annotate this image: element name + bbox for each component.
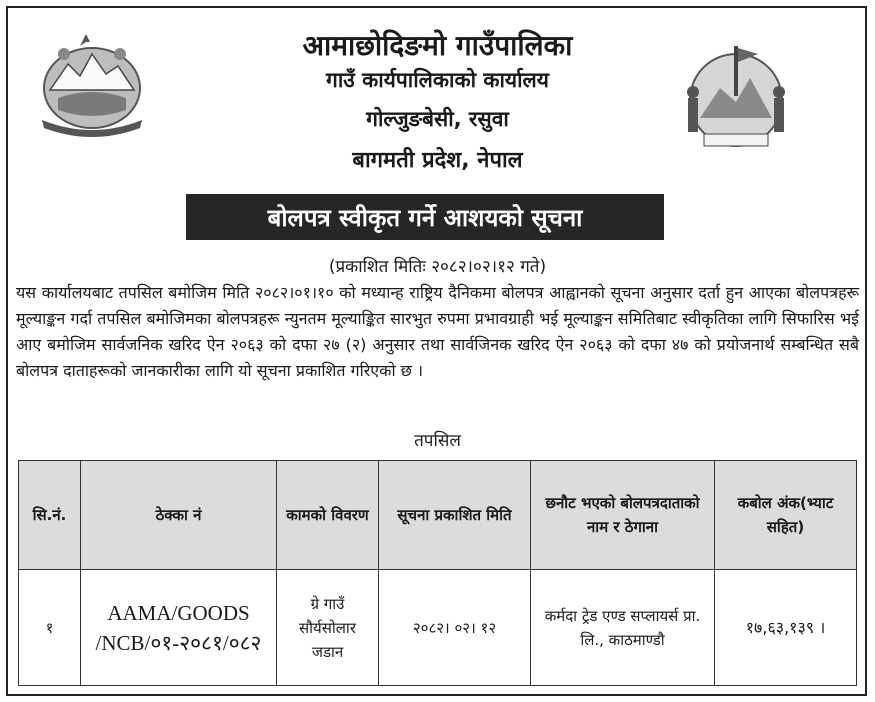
table-row [19, 570, 857, 686]
municipality-name: आमाछोदिङमो गाउँपालिका [302, 29, 573, 62]
office-address: गोल्जुङबेसी, रसुवा [366, 107, 509, 131]
header [0, 0, 875, 180]
office-name: गाउँ कार्यपालिकाको कार्यालय [326, 68, 549, 92]
table-header-row [19, 461, 857, 570]
bid-table [18, 460, 857, 686]
header-notice-date: सूचना प्रकाशित मिति [379, 461, 531, 570]
cell-contract-no: AAMA/GOODS /NCB/०१-२०८१/०८२ [81, 570, 277, 686]
notice-title: बोलपत्र स्वीकृत गर्ने आशयको सूचना [186, 194, 664, 240]
municipality-logo-icon [674, 38, 798, 156]
province-country: बागमती प्रदेश, नेपाल [352, 148, 523, 173]
header-work-description: कामको विवरण [277, 461, 379, 570]
schedule-label: तपसिल [414, 431, 461, 451]
published-date: (प्रकाशित मितिः २०८२।०२।१२ गते) [328, 257, 547, 277]
notice-body: यस कार्यालयबाट तपसिल बमोजिम मिति २०८२।०१।१० को मध्यान्ह राष्ट्रिय दैनिकमा बोलपत्र आह्वानको सूचना अनुसार दर्ता हुन आएका बोलपत्रहरू मूल्याङ्कन गर्दा तपसिल बमोजिमका बोलपत्रहरू न्युनतम मूल्याङ्कित सारभुत रुपमा प्रभावग्राही भई मूल्याङ्कन समितिबाट स्वीकृतिका लागि सिफारिस भई आए बमोजिम सार्वजनिक खरिद ऐन २०६३ को दफा २७ (२) अनुसार तथा सार्वजिनक खरिद ऐन २०६३ को दफा ४७ को प्रयोजनार्थ सम्बन्धित सबै बोलपत्र दाताहरूको जानकारीका लागि यो सूचना प्रकाशित गरिएको छ । [16, 283, 859, 380]
header-bid-amount: कबोल अंक(भ्याट सहित) [715, 461, 857, 570]
cell-selected-bidder: कर्मदा ट्रेड एण्ड सप्लायर्स प्रा. लि., काठमाण्डौ [531, 570, 715, 686]
header-selected-bidder: छनौट भएको बोलपत्रदाताको नाम र ठेगाना [531, 461, 715, 570]
cell-notice-date: २०८२। ०२। १२ [379, 570, 531, 686]
cell-work-description: ग्रे गाउँ सौर्यसोलार जडान [277, 570, 379, 686]
cell-sn: १ [19, 570, 81, 686]
header-sn: सि.नं. [19, 461, 81, 570]
header-contract-no: ठेक्का नं [81, 461, 277, 570]
cell-bid-amount: १७,६३,१३९ । [715, 570, 857, 686]
